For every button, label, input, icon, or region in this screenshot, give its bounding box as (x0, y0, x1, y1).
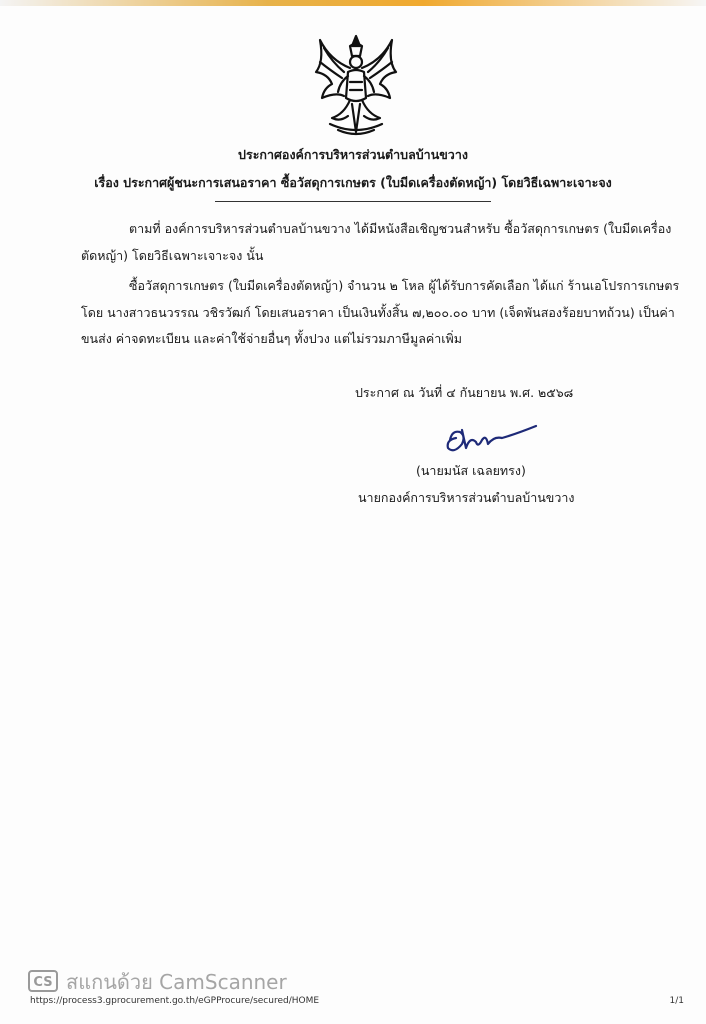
footer-url: https://process3.gprocurement.go.th/eGPProcure/secured/HOME (30, 996, 320, 1006)
camscanner-watermark: สแกนด้วย CamScanner (66, 970, 287, 994)
paragraph-1-line-2: ตัดหญ้า) โดยวิธีเฉพาะเจาะจง นั้น (81, 248, 264, 263)
garuda-emblem-icon (310, 32, 402, 140)
paragraph-2-line-1: ซื้อวัสดุการเกษตร (ใบมีดเครื่องตัดหญ้า) จำนวน ๒ โหล ผู้ได้รับการคัดเลือก ได้แก่ ร้านเอโปรการเกษตร (129, 278, 680, 293)
footer-page-number: 1/1 (669, 996, 684, 1006)
agency-heading: ประกาศองค์การบริหารส่วนตำบลบ้านขวาง (238, 147, 468, 162)
separator-line (215, 201, 491, 202)
signer-name: (นายมนัส เฉลยทรง) (416, 463, 526, 478)
signer-title: นายกองค์การบริหารส่วนตำบลบ้านขวาง (358, 490, 575, 505)
announcement-date: ประกาศ ณ วันที่ ๔ กันยายน พ.ศ. ๒๕๖๘ (355, 385, 574, 400)
paragraph-2-line-3: ขนส่ง ค่าจดทะเบียน และค่าใช้จ่ายอื่นๆ ทั้งปวง แต่ไม่รวมภาษีมูลค่าเพิ่ม (81, 331, 463, 346)
paragraph-1-line-1: ตามที่ องค์การบริหารส่วนตำบลบ้านขวาง ได้มีหนังสือเชิญชวนสำหรับ ซื้อวัสดุการเกษตร (ใบมีดเครื่อง (129, 221, 672, 236)
scan-top-edge (0, 0, 706, 6)
subject-heading: เรื่อง ประกาศผู้ชนะการเสนอราคา ซื้อวัสดุการเกษตร (ใบมีดเครื่องตัดหญ้า) โดยวิธีเฉพาะเจาะจง (94, 175, 612, 190)
camscanner-logo-icon: CS (28, 970, 58, 992)
paragraph-2-line-2: โดย นางสาวธนวรรณ วชิรวัฒก์ โดยเสนอราคา เป็นเงินทั้งสิ้น ๗,๒๐๐.๐๐ บาท (เจ็ดพันสองร้อยบาทถ้วน) เป็นค่า (81, 305, 675, 320)
handwritten-signature (440, 418, 540, 456)
